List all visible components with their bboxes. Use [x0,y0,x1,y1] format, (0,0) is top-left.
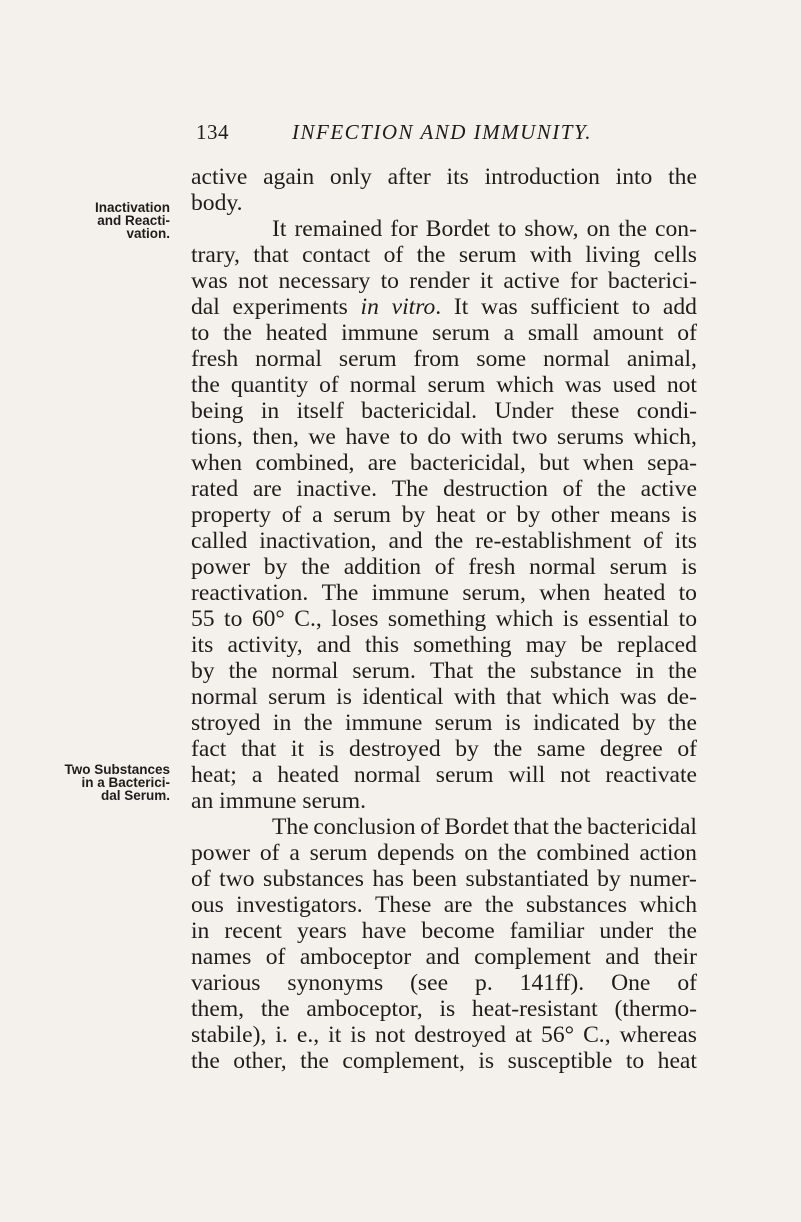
running-head: INFECTION AND IMMUNITY. [292,120,592,144]
text-line: being in itself bactericidal. Under these condi- [191,398,697,424]
text-line: of two substances has been substantiated by numer- [191,866,697,892]
page-number: 134 [196,120,229,144]
text-line: names of amboceptor and complement and their [191,944,697,970]
text-line: stroyed in the immune serum is indicated by the [191,710,697,736]
text-line: by the normal serum. That the substance in the [191,658,697,684]
text-line: heat; a heated normal serum will not reactivate [191,762,697,788]
text-line: fresh normal serum from some normal animal, [191,346,697,372]
text-line: its activity, and this something may be replaced [191,632,697,658]
margin-note-line: vation. [126,226,170,241]
text-line: stabile), i. e., it is not destroyed at 56° C., whereas [191,1022,697,1048]
text-line: active again only after its introduction into the [191,164,697,190]
text-line: normal serum is identical with that which was de- [191,684,697,710]
margin-note-line: dal Serum. [100,788,170,803]
text-line: the other, the complement, is susceptible to heat [191,1048,697,1074]
text-line: to the heated immune serum a small amount of [191,320,697,346]
page-header [0,116,801,148]
margin-note-line: Inactivation [94,200,170,215]
text-line: power by the addition of fresh normal serum is [191,554,697,580]
text-line: rated are inactive. The destruction of the active [191,476,697,502]
margin-note-two-substances [52,763,170,802]
text-line: the quantity of normal serum which was used not [191,372,697,398]
text-line: trary, that contact of the serum with living cells [191,242,697,268]
text-line: reactivation. The immune serum, when heated to [191,580,697,606]
text-line: when combined, are bactericidal, but when sepa- [191,450,697,476]
margin-note-line: Two Substances [64,762,170,777]
text-line: an immune serum. [191,788,366,814]
text-line: various synonyms (see p. 141ff). One of [191,970,697,996]
text-line: body. [191,190,243,216]
text-line: fact that it is destroyed by the same degree of [191,736,697,762]
text-line: The conclusion of Bordet that the bactericidal [272,814,697,840]
text-line: power of a serum depends on the combined action [191,840,697,866]
body-text [191,164,697,1074]
text-line: dal experiments in vitro. It was sufficient to add [191,294,697,320]
text-line: It remained for Bordet to show, on the con- [272,216,697,242]
margin-note-line: in a Bacterici- [81,775,170,790]
text-line: ous investigators. These are the substances which [191,892,697,918]
text-line: 55 to 60° C., loses something which is essential to [191,606,697,632]
text-line: called inactivation, and the re-establishment of its [191,528,697,554]
margin-note-inactivation [60,201,170,240]
text-line: in recent years have become familiar under the [191,918,697,944]
text-line: was not necessary to render it active for bacterici- [191,268,697,294]
text-line: tions, then, we have to do with two serums which, [191,424,697,450]
text-line: them, the amboceptor, is heat-resistant (thermo- [191,996,697,1022]
text-line: property of a serum by heat or by other means is [191,502,697,528]
margin-note-line: and Reacti- [97,213,170,228]
